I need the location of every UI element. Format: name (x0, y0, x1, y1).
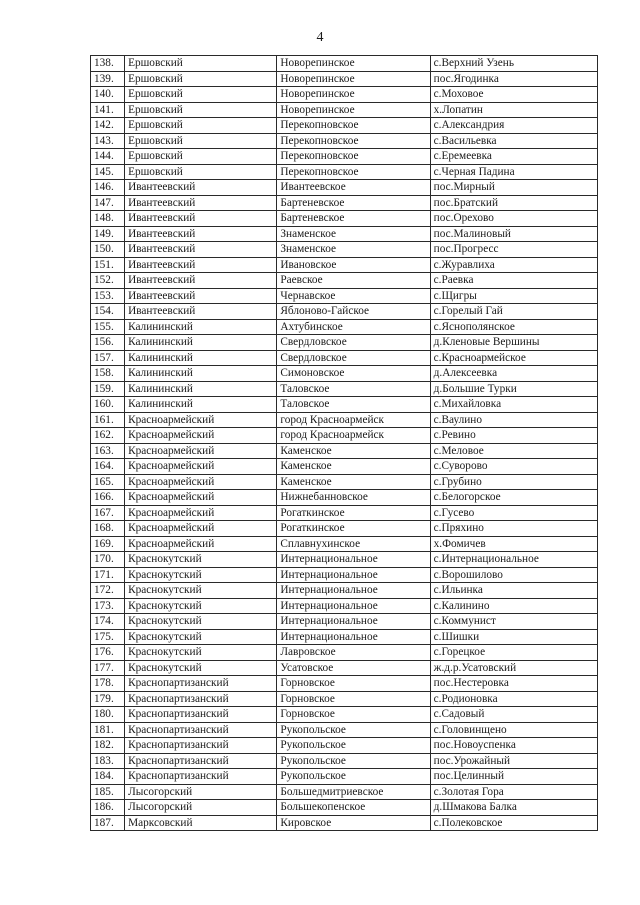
district-cell: Калининский (125, 366, 277, 382)
locality-cell: пос.Новоуспенка (430, 738, 597, 754)
settlement-cell: Интернациональное (277, 629, 430, 645)
district-cell: Краснопартизанский (125, 676, 277, 692)
settlement-cell: Раевское (277, 273, 430, 289)
locality-cell: пос.Ягодинка (430, 71, 597, 87)
district-cell: Краснокутский (125, 660, 277, 676)
settlement-cell: город Красноармейск (277, 412, 430, 428)
district-cell: Красноармейский (125, 428, 277, 444)
locality-cell: х.Лопатин (430, 102, 597, 118)
settlement-cell: Нижнебанновское (277, 490, 430, 506)
row-number-cell: 152. (91, 273, 125, 289)
district-cell: Краснопартизанский (125, 738, 277, 754)
table-row (91, 505, 598, 521)
locality-cell: с.Меловое (430, 443, 597, 459)
row-number-cell: 155. (91, 319, 125, 335)
locality-cell: с.Грубино (430, 474, 597, 490)
settlement-cell: город Красноармейск (277, 428, 430, 444)
district-cell: Ивантеевский (125, 242, 277, 258)
locality-cell: с.Шишки (430, 629, 597, 645)
locality-cell: с.Моховое (430, 87, 597, 103)
table-row (91, 722, 598, 738)
table-row (91, 552, 598, 568)
table-row (91, 474, 598, 490)
row-number-cell: 181. (91, 722, 125, 738)
settlement-cell: Интернациональное (277, 567, 430, 583)
locality-cell: д.Шмакова Балка (430, 800, 597, 816)
table-row (91, 412, 598, 428)
locality-cell: с.Васильевка (430, 133, 597, 149)
locality-cell: с.Александрия (430, 118, 597, 134)
row-number-cell: 157. (91, 350, 125, 366)
row-number-cell: 163. (91, 443, 125, 459)
row-number-cell: 171. (91, 567, 125, 583)
row-number-cell: 168. (91, 521, 125, 537)
row-number-cell: 186. (91, 800, 125, 816)
settlement-cell: Рукопольское (277, 722, 430, 738)
table-row (91, 536, 598, 552)
row-number-cell: 139. (91, 71, 125, 87)
locality-cell: пос.Орехово (430, 211, 597, 227)
row-number-cell: 187. (91, 815, 125, 831)
district-cell: Краснокутский (125, 583, 277, 599)
locality-cell: пос.Мирный (430, 180, 597, 196)
locality-cell: х.Фомичев (430, 536, 597, 552)
table-row (91, 645, 598, 661)
locality-cell: с.Михайловка (430, 397, 597, 413)
settlements-table (90, 55, 598, 831)
locality-cell: с.Раевка (430, 273, 597, 289)
district-cell: Краснокутский (125, 614, 277, 630)
settlement-cell: Лавровское (277, 645, 430, 661)
district-cell: Краснокутский (125, 598, 277, 614)
locality-cell: с.Горецкое (430, 645, 597, 661)
locality-cell: с.Ваулино (430, 412, 597, 428)
district-cell: Краснопартизанский (125, 753, 277, 769)
table-row (91, 211, 598, 227)
row-number-cell: 185. (91, 784, 125, 800)
table-row (91, 629, 598, 645)
locality-cell: с.Суворово (430, 459, 597, 475)
settlement-cell: Новорепинское (277, 87, 430, 103)
settlement-cell: Бартеневское (277, 195, 430, 211)
settlement-cell: Ивантеевское (277, 180, 430, 196)
district-cell: Краснопартизанский (125, 722, 277, 738)
table-row (91, 350, 598, 366)
settlement-cell: Рукопольское (277, 769, 430, 785)
table-row (91, 102, 598, 118)
table-row (91, 133, 598, 149)
table-row (91, 769, 598, 785)
locality-cell: с.Ревино (430, 428, 597, 444)
district-cell: Краснокутский (125, 645, 277, 661)
locality-cell: с.Интернациональное (430, 552, 597, 568)
table-row (91, 335, 598, 351)
row-number-cell: 154. (91, 304, 125, 320)
row-number-cell: 165. (91, 474, 125, 490)
district-cell: Калининский (125, 350, 277, 366)
settlement-cell: Интернациональное (277, 598, 430, 614)
row-number-cell: 170. (91, 552, 125, 568)
district-cell: Красноармейский (125, 536, 277, 552)
locality-cell: с.Щигры (430, 288, 597, 304)
settlement-cell: Горновское (277, 676, 430, 692)
locality-cell: с.Красноармейское (430, 350, 597, 366)
settlement-cell: Чернавское (277, 288, 430, 304)
locality-cell: с.Черная Падина (430, 164, 597, 180)
table-row (91, 676, 598, 692)
settlement-cell: Рукопольское (277, 738, 430, 754)
settlement-cell: Интернациональное (277, 552, 430, 568)
page-number: 4 (316, 30, 324, 45)
settlement-cell: Знаменское (277, 242, 430, 258)
row-number-cell: 178. (91, 676, 125, 692)
table-row (91, 149, 598, 165)
district-cell: Краснокутский (125, 567, 277, 583)
settlement-cell: Каменское (277, 443, 430, 459)
settlement-cell: Перекопновское (277, 164, 430, 180)
row-number-cell: 176. (91, 645, 125, 661)
settlement-cell: Перекопновское (277, 118, 430, 134)
settlement-cell: Перекопновское (277, 149, 430, 165)
table-row (91, 521, 598, 537)
settlement-cell: Таловское (277, 381, 430, 397)
table-row (91, 288, 598, 304)
district-cell: Ершовский (125, 149, 277, 165)
locality-cell: пос.Целинный (430, 769, 597, 785)
district-cell: Лысогорский (125, 784, 277, 800)
row-number-cell: 184. (91, 769, 125, 785)
row-number-cell: 182. (91, 738, 125, 754)
locality-cell: с.Еремеевка (430, 149, 597, 165)
table-row (91, 614, 598, 630)
table-row (91, 242, 598, 258)
row-number-cell: 179. (91, 691, 125, 707)
row-number-cell: 173. (91, 598, 125, 614)
table-row (91, 381, 598, 397)
row-number-cell: 160. (91, 397, 125, 413)
district-cell: Краснопартизанский (125, 769, 277, 785)
table-row (91, 660, 598, 676)
table-row (91, 691, 598, 707)
locality-cell: пос.Братский (430, 195, 597, 211)
settlement-cell: Кировское (277, 815, 430, 831)
district-cell: Ивантеевский (125, 257, 277, 273)
district-cell: Красноармейский (125, 521, 277, 537)
locality-cell: с.Полековское (430, 815, 597, 831)
table-row (91, 180, 598, 196)
district-cell: Ивантеевский (125, 273, 277, 289)
row-number-cell: 138. (91, 56, 125, 72)
row-number-cell: 148. (91, 211, 125, 227)
row-number-cell: 150. (91, 242, 125, 258)
row-number-cell: 169. (91, 536, 125, 552)
table-row (91, 459, 598, 475)
settlement-cell: Каменское (277, 459, 430, 475)
locality-cell: с.Верхний Узень (430, 56, 597, 72)
locality-cell: пос.Урожайный (430, 753, 597, 769)
settlement-cell: Яблоново-Гайское (277, 304, 430, 320)
table-row (91, 567, 598, 583)
table-row (91, 738, 598, 754)
district-cell: Ершовский (125, 133, 277, 149)
locality-cell: д.Большие Турки (430, 381, 597, 397)
row-number-cell: 151. (91, 257, 125, 273)
district-cell: Калининский (125, 319, 277, 335)
locality-cell: пос.Нестеровка (430, 676, 597, 692)
settlement-cell: Свердловское (277, 335, 430, 351)
district-cell: Краснопартизанский (125, 691, 277, 707)
locality-cell: с.Коммунист (430, 614, 597, 630)
settlement-cell: Свердловское (277, 350, 430, 366)
locality-cell: с.Родионовка (430, 691, 597, 707)
table-row (91, 366, 598, 382)
settlement-cell: Перекопновское (277, 133, 430, 149)
settlement-cell: Сплавнухинское (277, 536, 430, 552)
row-number-cell: 146. (91, 180, 125, 196)
settlement-cell: Рогаткинское (277, 505, 430, 521)
settlement-cell: Интернациональное (277, 583, 430, 599)
district-cell: Ивантеевский (125, 288, 277, 304)
settlement-cell: Усатовское (277, 660, 430, 676)
locality-cell: пос.Прогресс (430, 242, 597, 258)
locality-cell: с.Золотая Гора (430, 784, 597, 800)
row-number-cell: 161. (91, 412, 125, 428)
table-row (91, 753, 598, 769)
settlement-cell: Рогаткинское (277, 521, 430, 537)
table-body (91, 56, 598, 831)
table-row (91, 490, 598, 506)
locality-cell: с.Гусево (430, 505, 597, 521)
settlement-cell: Новорепинское (277, 56, 430, 72)
settlement-cell: Таловское (277, 397, 430, 413)
locality-cell: пос.Малиновый (430, 226, 597, 242)
district-cell: Красноармейский (125, 459, 277, 475)
locality-cell: с.Яснополянское (430, 319, 597, 335)
table-row (91, 428, 598, 444)
locality-cell: с.Журавлиха (430, 257, 597, 273)
table-row (91, 56, 598, 72)
district-cell: Марксовский (125, 815, 277, 831)
table-row (91, 87, 598, 103)
district-cell: Лысогорский (125, 800, 277, 816)
district-cell: Ершовский (125, 56, 277, 72)
locality-cell: с.Горелый Гай (430, 304, 597, 320)
settlement-cell: Ахтубинское (277, 319, 430, 335)
district-cell: Ершовский (125, 71, 277, 87)
row-number-cell: 167. (91, 505, 125, 521)
row-number-cell: 153. (91, 288, 125, 304)
table-row (91, 397, 598, 413)
district-cell: Красноармейский (125, 412, 277, 428)
row-number-cell: 158. (91, 366, 125, 382)
row-number-cell: 143. (91, 133, 125, 149)
locality-cell: с.Садовый (430, 707, 597, 723)
row-number-cell: 149. (91, 226, 125, 242)
table-row (91, 257, 598, 273)
row-number-cell: 183. (91, 753, 125, 769)
district-cell: Калининский (125, 335, 277, 351)
settlement-cell: Знаменское (277, 226, 430, 242)
row-number-cell: 162. (91, 428, 125, 444)
table-row (91, 443, 598, 459)
row-number-cell: 180. (91, 707, 125, 723)
locality-cell: д.Кленовые Вершины (430, 335, 597, 351)
settlement-cell: Большедмитриевское (277, 784, 430, 800)
table-row (91, 304, 598, 320)
settlement-cell: Горновское (277, 691, 430, 707)
settlement-cell: Ивановское (277, 257, 430, 273)
table-row (91, 226, 598, 242)
district-cell: Ивантеевский (125, 195, 277, 211)
locality-cell: с.Пряхино (430, 521, 597, 537)
settlement-cell: Каменское (277, 474, 430, 490)
locality-cell: с.Ворошилово (430, 567, 597, 583)
locality-cell: с.Белогорское (430, 490, 597, 506)
row-number-cell: 144. (91, 149, 125, 165)
row-number-cell: 140. (91, 87, 125, 103)
settlement-cell: Бартеневское (277, 211, 430, 227)
table-row (91, 707, 598, 723)
locality-cell: с.Калинино (430, 598, 597, 614)
district-cell: Калининский (125, 397, 277, 413)
table-row (91, 164, 598, 180)
district-cell: Краснопартизанский (125, 707, 277, 723)
row-number-cell: 177. (91, 660, 125, 676)
district-cell: Красноармейский (125, 474, 277, 490)
table-row (91, 800, 598, 816)
table-row (91, 598, 598, 614)
row-number-cell: 166. (91, 490, 125, 506)
district-cell: Калининский (125, 381, 277, 397)
table-row (91, 815, 598, 831)
settlement-cell: Интернациональное (277, 614, 430, 630)
district-cell: Ивантеевский (125, 226, 277, 242)
locality-cell: с.Головинщено (430, 722, 597, 738)
table-row (91, 273, 598, 289)
table-row (91, 784, 598, 800)
table-row (91, 118, 598, 134)
district-cell: Краснокутский (125, 629, 277, 645)
locality-cell: д.Алексеевка (430, 366, 597, 382)
row-number-cell: 141. (91, 102, 125, 118)
row-number-cell: 147. (91, 195, 125, 211)
settlement-cell: Новорепинское (277, 102, 430, 118)
settlement-cell: Симоновское (277, 366, 430, 382)
district-cell: Ивантеевский (125, 211, 277, 227)
table-row (91, 195, 598, 211)
locality-cell: ж.д.р.Усатовский (430, 660, 597, 676)
row-number-cell: 145. (91, 164, 125, 180)
table-row (91, 71, 598, 87)
district-cell: Красноармейский (125, 443, 277, 459)
district-cell: Ивантеевский (125, 304, 277, 320)
row-number-cell: 172. (91, 583, 125, 599)
row-number-cell: 156. (91, 335, 125, 351)
row-number-cell: 159. (91, 381, 125, 397)
district-cell: Красноармейский (125, 505, 277, 521)
row-number-cell: 142. (91, 118, 125, 134)
settlement-cell: Горновское (277, 707, 430, 723)
locality-cell: с.Ильинка (430, 583, 597, 599)
district-cell: Ершовский (125, 102, 277, 118)
district-cell: Ивантеевский (125, 180, 277, 196)
row-number-cell: 175. (91, 629, 125, 645)
district-cell: Ершовский (125, 118, 277, 134)
settlement-cell: Большекопенское (277, 800, 430, 816)
district-cell: Краснокутский (125, 552, 277, 568)
table-row (91, 319, 598, 335)
settlement-cell: Новорепинское (277, 71, 430, 87)
row-number-cell: 174. (91, 614, 125, 630)
table-row (91, 583, 598, 599)
district-cell: Ершовский (125, 87, 277, 103)
settlement-cell: Рукопольское (277, 753, 430, 769)
district-cell: Ершовский (125, 164, 277, 180)
district-cell: Красноармейский (125, 490, 277, 506)
row-number-cell: 164. (91, 459, 125, 475)
